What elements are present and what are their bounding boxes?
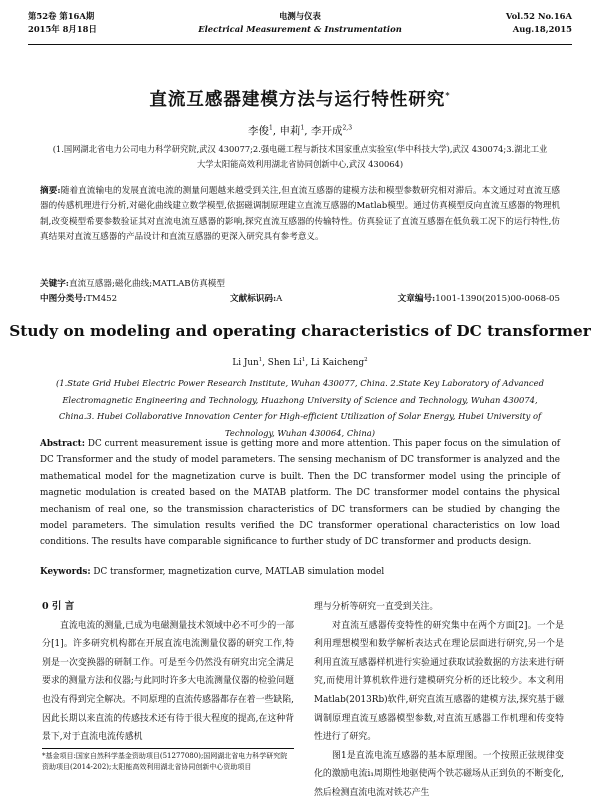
- keywords-cn-text: 直流互感器;磁化曲线;MATLAB仿真模型: [68, 279, 225, 289]
- author-en-sup: 2: [364, 357, 368, 363]
- keywords-en-label: Keywords:: [40, 567, 91, 577]
- date-en: Aug.18,2015: [512, 24, 572, 34]
- journal-name-en: Electrical Measurement & Instrumentation: [198, 24, 402, 34]
- keywords-en: [40, 567, 560, 577]
- clc-number: [40, 292, 117, 304]
- author-cn-sup: 1: [300, 124, 305, 132]
- author-en: Shen Li: [267, 357, 302, 368]
- date-cn: 2015年 8月18日: [28, 24, 97, 34]
- clc-label: 中图分类号:: [40, 294, 87, 304]
- body-paragraph: 对直流互感器传变特性的研究集中在两个方面[2]。一个是利用理想模型和数学解析表达式在理论层面进行研究,另一个是利用直流互感器样机进行实验通过获取试验数据的方法来进行研究,而使用计算机软件进行建模研究分析的还比较少。本文利用Matlab(2013Rb)软件,研究直流互感器的建模方法,探究基于磁调制原理直流互感器模型参数,对直流互感器工作机理和传变特性进行了研究。: [314, 620, 564, 743]
- body-left-column: [42, 598, 294, 747]
- volume-en: Vol.52 No.16A: [505, 11, 572, 21]
- header-right: [506, 10, 572, 36]
- doc-value: A: [276, 294, 283, 304]
- author-en-sup: 1: [301, 357, 306, 363]
- abstract-en-label: Abstract:: [40, 439, 85, 449]
- abstract-en: [40, 436, 560, 551]
- abstract-en-text: DC current measurement issue is getting more and more attention. This paper focus on the simulation of DC Transformer and the study of model parameters. The sensing mechanism of DC transformer is analyzed and the mathematical model for the magnetization curve is built. Then the DC transformer model using the principle of magnetic modulation is created based on the MATAB platform. The DC transformer model contains the physical mechanism of real one, so the transmission characteristics of DC transformers can be studied by changing the model parameters. The simulation results verified the DC transformer operational characteristics on low load conditions. The results have comparable significance to further study of DC transformer and products design.: [40, 439, 560, 548]
- volume-cn: 第52卷 第16A期: [28, 11, 95, 21]
- keywords-en-text: DC transformer, magnetization curve, MATLAB simulation model: [93, 567, 385, 577]
- doc-code: [230, 292, 282, 304]
- title-cn-text: 直流互感器建模方法与运行特性研究: [149, 90, 446, 110]
- author-en: Li Jun: [232, 357, 259, 368]
- affiliation-en: (1.State Grid Hubei Electric Power Research Institute, Wuhan 430077, China. 2.State Key Laboratory of Advanced Electromagnetic Engineering and Technology, Huazhong University of Science and Technology, Wuhan 430074, China.3. Hubei Collaborative Innovation Center for High-efficient Utilization of Solar Energy, Hubei University of Technology, Wuhan 430064, China): [56, 378, 544, 438]
- journal-name-cn: 电测与仪表: [279, 11, 321, 21]
- body-paragraph: 理与分析等研究一直受到关注。: [314, 602, 439, 612]
- author-cn: 李俊: [247, 125, 269, 137]
- body-right-column: [314, 598, 564, 803]
- footnote: *基金项目:国家自然科学基金资助项目(51277080);国网湖北省电力科学研究院资助项目(2014-202);太阳能高效利用湖北省协同创新中心资助项目: [42, 748, 294, 773]
- authors-cn: 李俊$^1$, 申莉$^1$, 李开成$^{2,3}$: [247, 124, 353, 137]
- author-cn: 李开成: [310, 125, 343, 137]
- section-heading: 0 引 言: [42, 601, 75, 612]
- clc-value: TM452: [86, 294, 118, 304]
- abstract-cn-label: 摘要:: [40, 186, 61, 196]
- author-cn: 申莉: [279, 125, 301, 137]
- header-center: [28, 10, 572, 36]
- title-cn: [0, 86, 600, 111]
- classification-row: [40, 292, 560, 306]
- keywords-cn: [40, 277, 560, 291]
- title-en: Study on modeling and operating characteristics of DC transformer: [9, 322, 591, 340]
- art-value: 1001-1390(2015)00-0068-05: [435, 294, 560, 304]
- body-paragraph: 直流电流的测量,已成为电磁测量技术领域中必不可少的一部分[1]。许多研究机构都在开展直流电流测量仪器的研究工作,特别是一次变换器的研制工作。可是至今仍然没有研究出完全满足要求的测量方法和仪器;与此同时许多大电流测量仪器的检验问题也没有得到完全解决。不同原理的直流传感器都存在着一些缺陷,因此长期以来直流的传感技术还有待于很大程度的提高,在这种背景下,对于直流电流传感机: [42, 620, 294, 743]
- page-header: [28, 8, 572, 45]
- author-cn-sup: 1: [268, 124, 273, 132]
- author-cn-sup: 2,3: [342, 124, 353, 132]
- author-en-sup: 1: [258, 357, 263, 363]
- author-en: Li Kaicheng: [310, 357, 365, 368]
- affiliation-cn: (1.国网湖北省电力公司电力科学研究院,武汉 430077;2.强电磁工程与新技术国家重点实验室(华中科技大学),武汉 430074;3.湖北工业大学太阳能高效利用湖北省协同创新中心,武汉 430064): [52, 144, 548, 169]
- abstract-cn: [40, 184, 560, 245]
- abstract-cn-text: 随着直流输电的发展直流电流的测量问题越来越受到关注,但直流互感器的建模方法和模型参数研究相对滞后。本文通过对直流互感器的传感机理进行分析,对磁化曲线建立数学模型,依据磁调制原理建立直流互感器的Matlab模型。通过仿真模型反向直流互感器的物理机制,改变模型希要参数验证其对直流电流互感器的影响,探究直流互感器的传输特性。仿真验证了直流互感器在低负载工况下的运行特性,仿真结果对直流互感器的产品设计和直流互感器的更深入研究具有参考意义。: [40, 186, 560, 242]
- body-paragraph: 图1是直流电流互感器的基本原理图。一个按照正弦规律变化的激励电流i₁周期性地驱使两个铁芯磁场从正到负的不断变化,然后检测直流电流对铁芯产生: [314, 750, 564, 798]
- authors-en: Li Jun$^1$, Shen Li$^1$, Li Kaicheng$^2$: [232, 357, 368, 368]
- keywords-cn-label: 关键字:: [40, 279, 69, 289]
- title-footnote-mark: *: [445, 90, 451, 101]
- art-label: 文章编号:: [397, 294, 436, 304]
- doc-label: 文献标识码:: [230, 294, 277, 304]
- article-number: [398, 292, 560, 304]
